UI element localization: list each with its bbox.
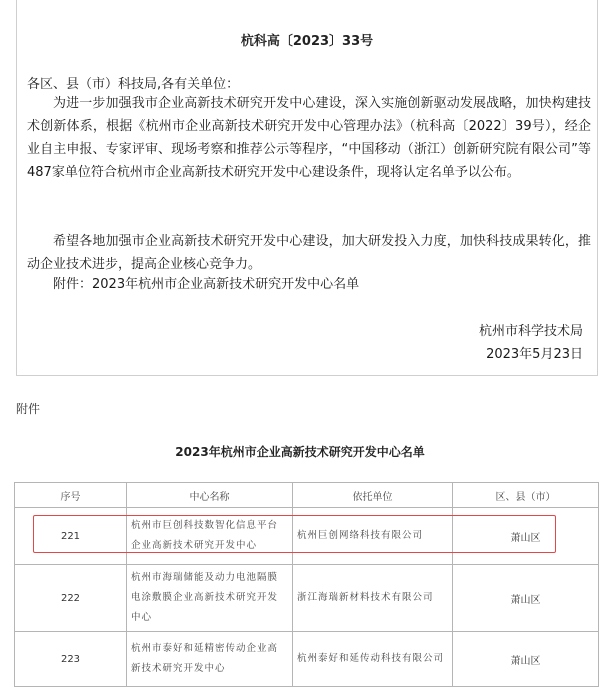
- document-number-title: 杭科高〔2023〕33号: [240, 34, 374, 49]
- list-title: 2023年杭州市企业高新技术研究开发中心名单: [175, 445, 425, 459]
- notice-paragraph-2: 希望各地加强市企业高新技术研究开发中心建设，加大研发投入力度，加快科技成果转化，推动企业技术进步，提高企业核心竞争力。: [27, 234, 591, 272]
- appendix-label: 附件: [16, 402, 41, 416]
- greeting-line: 各区、县（市）科技局,各有关单位：: [27, 77, 240, 92]
- header-district: 区、县（市）: [453, 483, 599, 508]
- row-district: 萧山区: [453, 632, 599, 687]
- row-host-unit: 杭州巨创网络科技有限公司: [293, 508, 453, 565]
- row-host-unit: 杭州泰好和延传动科技有限公司: [293, 632, 453, 687]
- notice-document: [16, 0, 598, 376]
- row-district: 萧山区: [453, 565, 599, 632]
- table-header-row: [15, 483, 599, 508]
- header-no: 序号: [15, 483, 127, 508]
- row-center-name: 杭州市泰好和延精密传动企业高新技术研究开发中心: [127, 632, 293, 687]
- row-center-name: 杭州市海瑞储能及动力电池隔膜电涂敷膜企业高新技术研究开发中心: [127, 565, 293, 632]
- row-no: 222: [15, 565, 127, 632]
- table-row: [15, 565, 599, 632]
- header-host-unit: 依托单位: [293, 483, 453, 508]
- attachment-line: 附件：2023年杭州市企业高新技术研究开发中心名单: [53, 277, 360, 292]
- issuer-name: 杭州市科学技术局: [478, 324, 583, 339]
- row-center-name: 杭州市巨创科技数智化信息平台企业高新技术研究开发中心: [127, 508, 293, 565]
- row-host-unit: 浙江海瑞新材料技术有限公司: [293, 565, 453, 632]
- row-no: 221: [15, 508, 127, 565]
- header-center-name: 中心名称: [127, 483, 293, 508]
- notice-paragraph-1: 为进一步加强我市企业高新技术研究开发中心建设，深入实施创新驱动发展战略，加快构建技术创新体系，根据《杭州市企业高新技术研究开发中心管理办法》（杭科高〔2022〕39号），经企业自主申报、专家评审、现场考察和推荐公示等程序，“中国移动（浙江）创新研究院有限公司”等487家单位符合杭州市企业高新技术研究开发中心建设条件，现将认定名单予以公布。: [27, 96, 591, 180]
- center-list-table: [14, 482, 599, 687]
- table-row: [15, 632, 599, 687]
- row-district: 萧山区: [453, 508, 599, 565]
- issue-date: 2023年5月23日: [486, 347, 583, 362]
- row-no: 223: [15, 632, 127, 687]
- row-highlight-box: [33, 515, 556, 553]
